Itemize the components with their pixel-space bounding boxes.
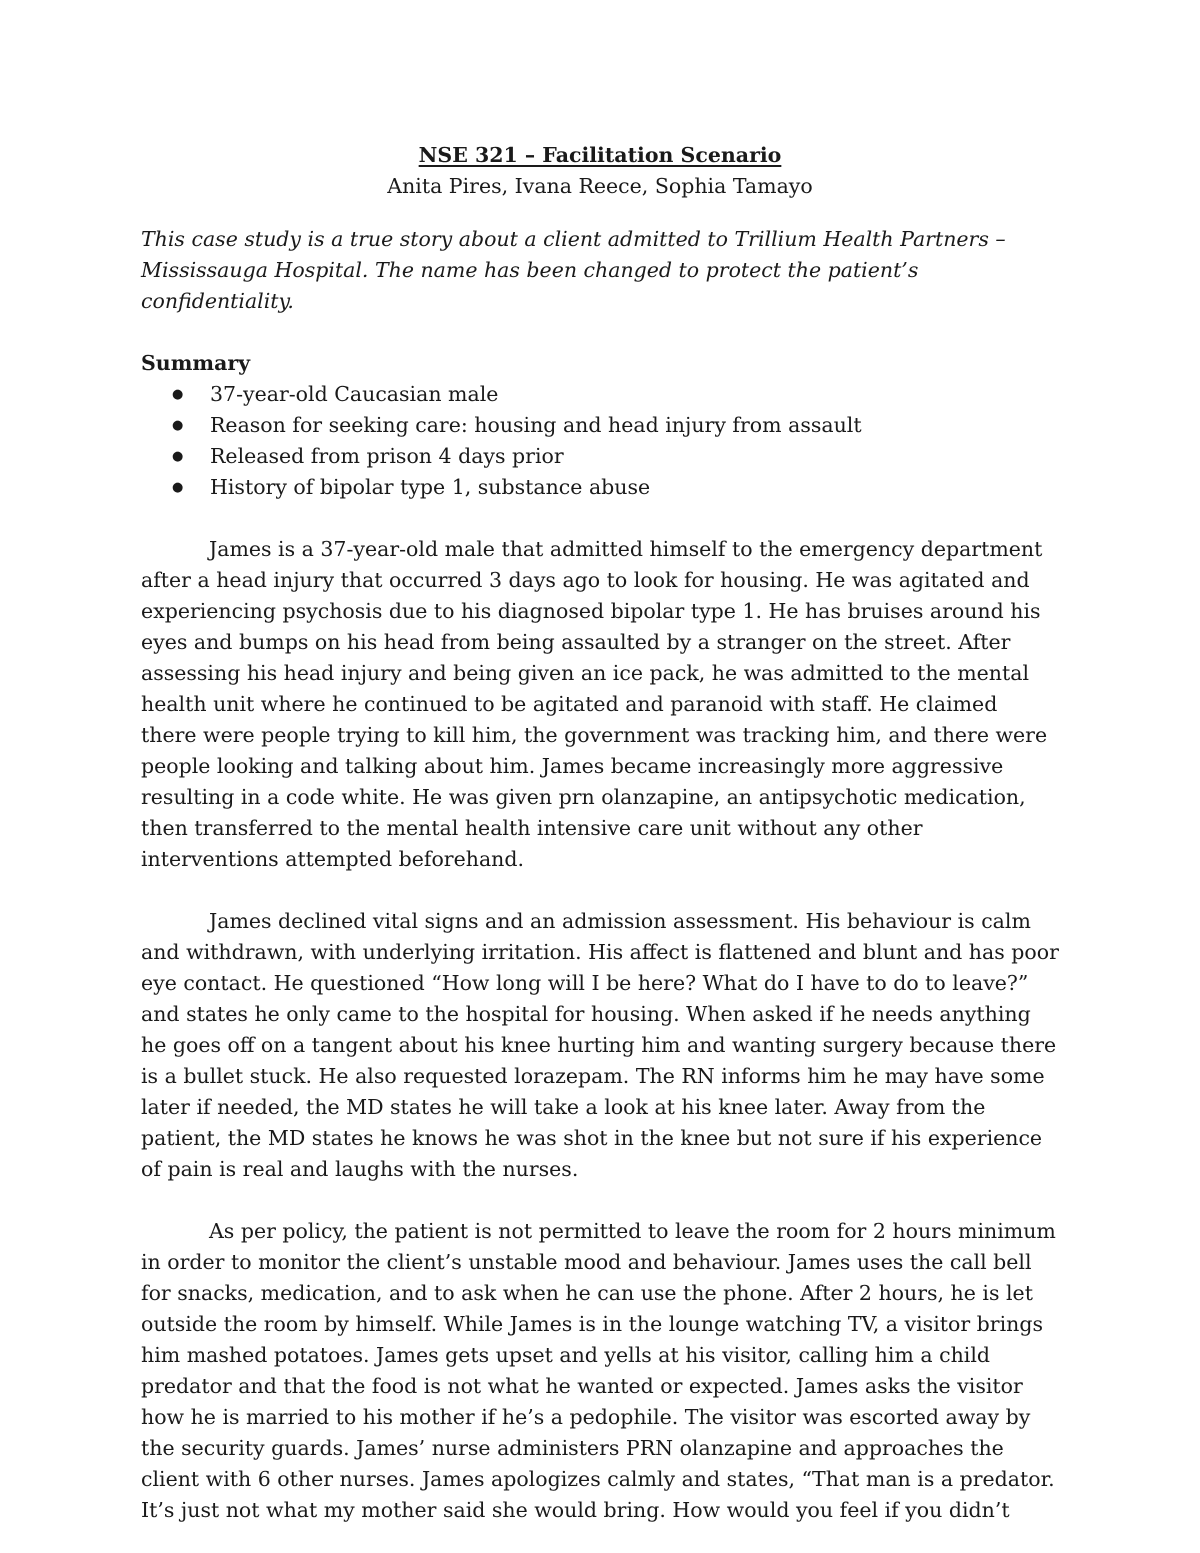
list-item	[169, 379, 1059, 410]
bullet-icon: ●	[172, 449, 184, 464]
list-item	[169, 472, 1059, 503]
summary-item-text: History of bipolar type 1, substance abuse	[210, 475, 651, 499]
bullet-icon: ●	[172, 387, 184, 402]
bullet-icon: ●	[172, 418, 184, 433]
list-item	[169, 410, 1059, 441]
body-paragraph-1: James is a 37-year-old male that admitted himself to the emergency department after a head injury that occurred 3 days ago to look for housing. He was agitated and experiencing psychosis due to his diagnosed bipolar type 1. He has bruises around his eyes and bumps on his head from being assaulted by a stranger on the street. After assessing his head injury and being given an ice pack, he was admitted to the mental health unit where he continued to be agitated and paranoid with staff. He claimed there were people trying to kill him, the government was tracking him, and there were people looking and talking about him. James became increasingly more aggressive resulting in a code white. He was given prn olanzapine, an antipsychotic medication, then transferred to the mental health intensive care unit without any other interventions attempted beforehand.	[141, 537, 1048, 871]
document-page	[141, 140, 1059, 1526]
summary-item-text: 37-year-old Caucasian male	[210, 382, 499, 406]
summary-item-text: Released from prison 4 days prior	[210, 444, 564, 468]
document-title: NSE 321 – Facilitation Scenario	[418, 143, 782, 167]
body-paragraph-3: As per policy, the patient is not permitted to leave the room for 2 hours minimum in order to monitor the client’s unstable mood and behaviour. James uses the call bell for snacks, medication, and to ask when he can use the phone. After 2 hours, he is let outside the room by himself. While James is in the lounge watching TV, a visitor brings him mashed potatoes. James gets upset and yells at his visitor, calling him a child predator and that the food is not what he wanted or expected. James asks the visitor how he is married to his mother if he’s a pedophile. The visitor was escorted away by the security guards. James’ nurse administers PRN olanzapine and approaches the client with 6 other nurses. James apologizes calmly and states, “That man is a predator. It’s just not what my mother said she would bring. How would you feel if you didn’t	[141, 1219, 1056, 1522]
summary-list	[141, 379, 1059, 503]
document-authors: Anita Pires, Ivana Reece, Sophia Tamayo	[387, 174, 813, 198]
intro-note: This case study is a true story about a client admitted to Trillium Health Partners – Mississauga Hospital. The name has been changed to protect the patient’s confidentiality.	[141, 227, 1006, 313]
body-paragraph-2: James declined vital signs and an admission assessment. His behaviour is calm and withdrawn, with underlying irritation. His affect is flattened and blunt and has poor eye contact. He questioned “How long will I be here? What do I have to do to leave?” and states he only came to the hospital for housing. When asked if he needs anything he goes off on a tangent about his knee hurting him and wanting surgery because there is a bullet stuck. He also requested lorazepam. The RN informs him he may have some later if needed, the MD states he will take a look at his knee later. Away from the patient, the MD states he knows he was shot in the knee but not sure if his experience of pain is real and laughs with the nurses.	[141, 909, 1059, 1181]
summary-heading: Summary	[141, 351, 251, 375]
bullet-icon: ●	[172, 480, 184, 495]
list-item	[169, 441, 1059, 472]
summary-item-text: Reason for seeking care: housing and head injury from assault	[210, 413, 862, 437]
